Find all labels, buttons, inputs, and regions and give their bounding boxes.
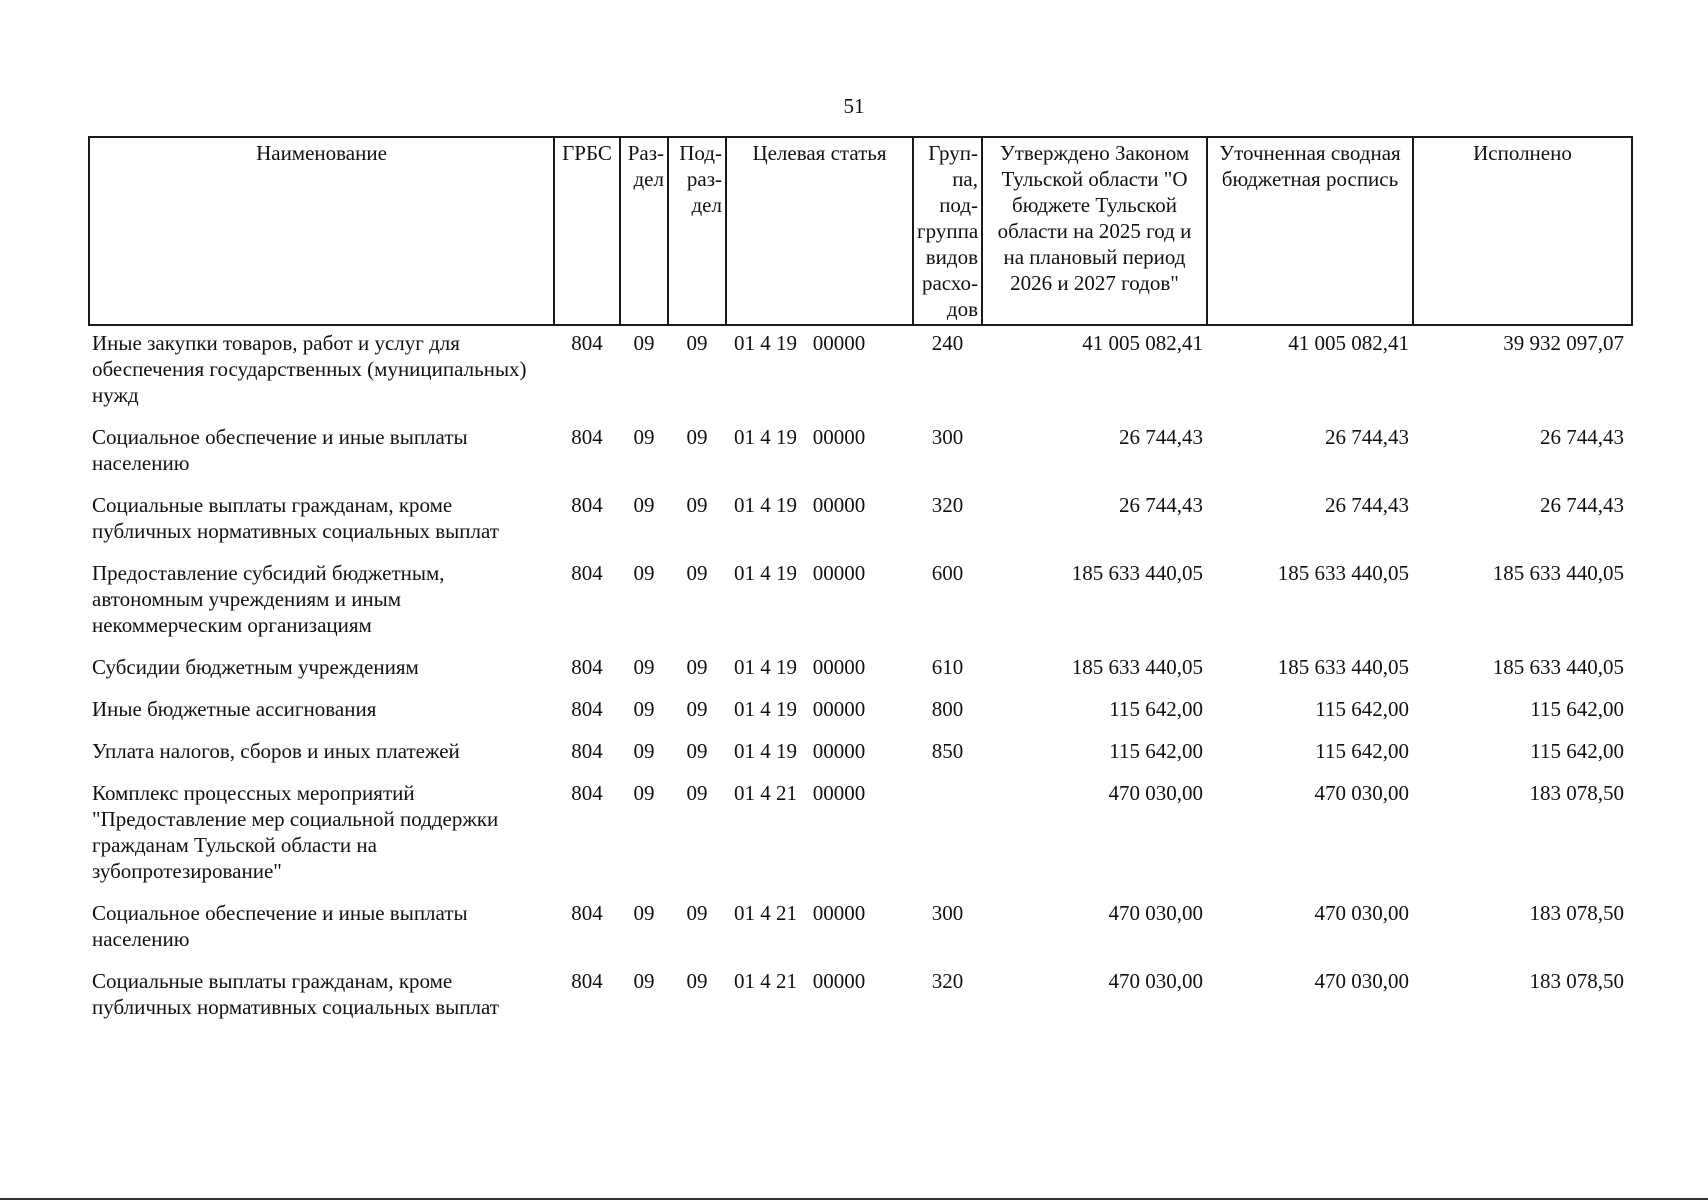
table-header-row xyxy=(89,137,1632,325)
row-razdel: 09 xyxy=(633,493,655,517)
row-refined: 41 005 082,41 xyxy=(1288,331,1409,355)
row-razdel: 09 xyxy=(633,425,655,449)
table-row xyxy=(89,692,1632,734)
row-executed: 183 078,50 xyxy=(1529,969,1624,993)
header-razdel: Раз-дел xyxy=(620,137,668,325)
row-target-article: 01 4 19 00000 xyxy=(734,331,866,355)
header-podrazdel: Под-раз-дел xyxy=(668,137,726,325)
row-expense-group: 300 xyxy=(931,425,964,449)
row-podrazdel: 09 xyxy=(686,655,708,679)
row-expense-group: 610 xyxy=(931,655,964,679)
row-refined: 185 633 440,05 xyxy=(1277,655,1409,679)
row-podrazdel: 09 xyxy=(686,781,708,805)
row-target-article: 01 4 21 00000 xyxy=(734,969,866,993)
row-grbs: 804 xyxy=(571,969,603,993)
table-row xyxy=(89,325,1632,420)
row-refined: 115 642,00 xyxy=(1315,739,1409,763)
row-expense-group: 320 xyxy=(931,969,964,993)
row-target-article: 01 4 19 00000 xyxy=(734,561,866,585)
row-podrazdel: 09 xyxy=(686,493,708,517)
budget-execution-table xyxy=(88,136,1633,1032)
row-refined: 26 744,43 xyxy=(1325,425,1409,449)
row-approved: 470 030,00 xyxy=(1108,901,1203,925)
row-podrazdel: 09 xyxy=(686,697,708,721)
header-name: Наименование xyxy=(89,137,554,325)
row-razdel: 09 xyxy=(633,697,655,721)
row-target-article: 01 4 21 00000 xyxy=(734,901,866,925)
header-expense-group: Груп-па, под-группа видов расхо-дов xyxy=(913,137,982,325)
row-executed: 39 932 097,07 xyxy=(1503,331,1624,355)
row-razdel: 09 xyxy=(633,781,655,805)
row-name: Социальное обеспечение и иные выплаты населению xyxy=(92,901,468,951)
row-executed: 185 633 440,05 xyxy=(1492,655,1624,679)
row-grbs: 804 xyxy=(571,781,603,805)
row-approved: 115 642,00 xyxy=(1109,739,1203,763)
row-razdel: 09 xyxy=(633,901,655,925)
row-target-article: 01 4 19 00000 xyxy=(734,697,866,721)
row-name: Социальные выплаты гражданам, кроме публичных нормативных социальных выплат xyxy=(92,969,499,1019)
row-razdel: 09 xyxy=(633,655,655,679)
row-executed: 26 744,43 xyxy=(1540,493,1624,517)
row-grbs: 804 xyxy=(571,561,603,585)
table-row xyxy=(89,896,1632,964)
row-name: Комплекс процессных мероприятий "Предоставление мер социальной поддержки гражданам Тульской области на зубопротезирование" xyxy=(92,781,499,883)
row-grbs: 804 xyxy=(571,739,603,763)
table-row xyxy=(89,488,1632,556)
table-row xyxy=(89,734,1632,776)
row-approved: 26 744,43 xyxy=(1119,493,1203,517)
table-row xyxy=(89,650,1632,692)
row-executed: 185 633 440,05 xyxy=(1492,561,1624,585)
row-executed: 183 078,50 xyxy=(1529,781,1624,805)
row-expense-group xyxy=(913,776,982,896)
row-name: Уплата налогов, сборов и иных платежей xyxy=(92,739,460,763)
header-target-article: Целевая статья xyxy=(726,137,913,325)
row-approved: 185 633 440,05 xyxy=(1071,655,1203,679)
row-approved: 115 642,00 xyxy=(1109,697,1203,721)
row-grbs: 804 xyxy=(571,901,603,925)
row-expense-group: 240 xyxy=(931,331,964,355)
row-podrazdel: 09 xyxy=(686,739,708,763)
row-approved: 470 030,00 xyxy=(1108,969,1203,993)
row-name: Предоставление субсидий бюджетным, автономным учреждениям и иным некоммерческим организациям xyxy=(92,561,445,637)
row-expense-group: 300 xyxy=(931,901,964,925)
row-refined: 185 633 440,05 xyxy=(1277,561,1409,585)
header-executed: Исполнено xyxy=(1413,137,1632,325)
table-row xyxy=(89,420,1632,488)
row-name: Иные закупки товаров, работ и услуг для обеспечения государственных (муниципальных) нужд xyxy=(92,331,527,407)
row-grbs: 804 xyxy=(571,697,603,721)
page-number: 51 xyxy=(843,94,865,118)
row-refined: 115 642,00 xyxy=(1315,697,1409,721)
row-name: Иные бюджетные ассигнования xyxy=(92,697,377,721)
row-target-article: 01 4 21 00000 xyxy=(734,781,866,805)
row-podrazdel: 09 xyxy=(686,331,708,355)
row-name: Социальное обеспечение и иные выплаты населению xyxy=(92,425,468,475)
row-grbs: 804 xyxy=(571,331,603,355)
table-row xyxy=(89,964,1632,1032)
row-expense-group: 800 xyxy=(931,697,964,721)
table-row xyxy=(89,556,1632,650)
row-approved: 41 005 082,41 xyxy=(1082,331,1203,355)
row-executed: 183 078,50 xyxy=(1529,901,1624,925)
row-refined: 470 030,00 xyxy=(1314,901,1409,925)
row-expense-group: 320 xyxy=(931,493,964,517)
row-approved: 470 030,00 xyxy=(1108,781,1203,805)
header-grbs: ГРБС xyxy=(554,137,620,325)
row-razdel: 09 xyxy=(633,969,655,993)
row-razdel: 09 xyxy=(633,561,655,585)
row-podrazdel: 09 xyxy=(686,901,708,925)
row-expense-group: 850 xyxy=(931,739,964,763)
row-refined: 26 744,43 xyxy=(1325,493,1409,517)
row-executed: 115 642,00 xyxy=(1530,739,1624,763)
header-approved: Утверждено Законом Тульской области "О бюджете Тульской области на 2025 год и на плановый период 2026 и 2027 годов" xyxy=(982,137,1207,325)
row-grbs: 804 xyxy=(571,493,603,517)
row-podrazdel: 09 xyxy=(686,425,708,449)
row-grbs: 804 xyxy=(571,425,603,449)
row-target-article: 01 4 19 00000 xyxy=(734,425,866,449)
row-expense-group: 600 xyxy=(931,561,964,585)
row-target-article: 01 4 19 00000 xyxy=(734,655,866,679)
row-executed: 115 642,00 xyxy=(1530,697,1624,721)
row-target-article: 01 4 19 00000 xyxy=(734,493,866,517)
row-name: Субсидии бюджетным учреждениям xyxy=(92,655,419,679)
row-name: Социальные выплаты гражданам, кроме публичных нормативных социальных выплат xyxy=(92,493,499,543)
table-row xyxy=(89,776,1632,896)
row-podrazdel: 09 xyxy=(686,969,708,993)
row-razdel: 09 xyxy=(633,331,655,355)
row-approved: 26 744,43 xyxy=(1119,425,1203,449)
row-razdel: 09 xyxy=(633,739,655,763)
row-target-article: 01 4 19 00000 xyxy=(734,739,866,763)
row-executed: 26 744,43 xyxy=(1540,425,1624,449)
row-podrazdel: 09 xyxy=(686,561,708,585)
header-refined: Уточненная сводная бюджетная роспись xyxy=(1207,137,1413,325)
row-grbs: 804 xyxy=(571,655,603,679)
row-refined: 470 030,00 xyxy=(1314,969,1409,993)
row-refined: 470 030,00 xyxy=(1314,781,1409,805)
row-approved: 185 633 440,05 xyxy=(1071,561,1203,585)
